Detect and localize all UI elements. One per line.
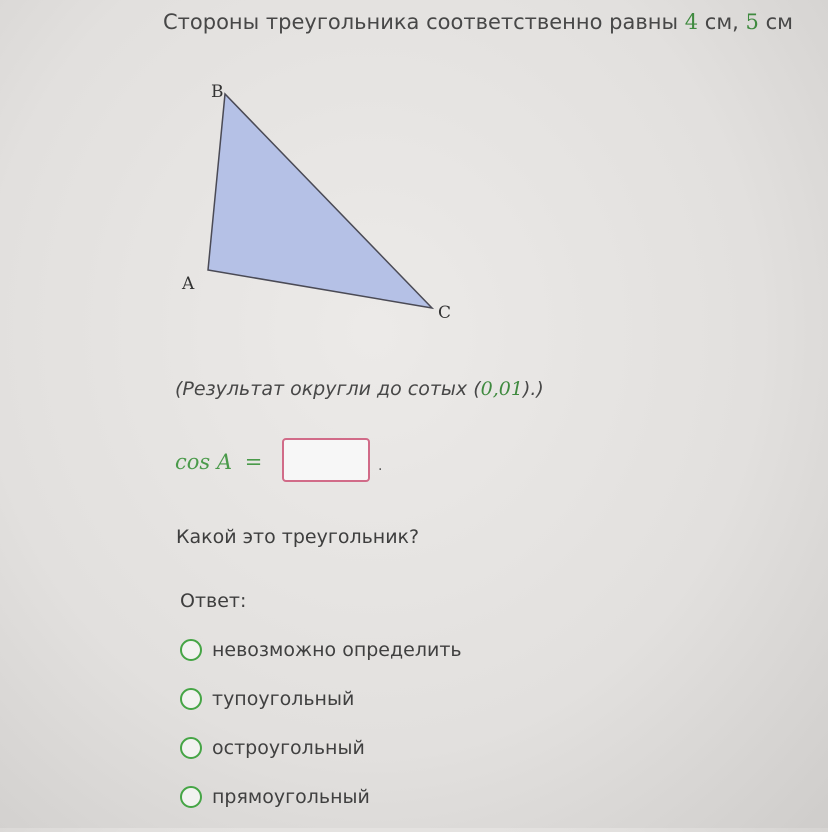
option-right[interactable]: [180, 783, 462, 810]
radio-acute[interactable]: [180, 737, 202, 759]
option-label: прямоугольный: [212, 785, 370, 808]
triangle-abc: [208, 94, 432, 308]
question-separator-1: см,: [698, 10, 746, 34]
rounding-note-prefix: (Результат округли до сотых (: [175, 378, 481, 400]
radio-indeterminate[interactable]: [180, 639, 202, 661]
triangle-figure: [170, 72, 470, 332]
option-obtuse[interactable]: [180, 685, 462, 712]
cos-a-text: cos A: [175, 450, 233, 474]
trailing-dot: .: [378, 458, 383, 474]
vertex-label-c: C: [438, 303, 452, 323]
cos-answer-input[interactable]: [282, 438, 370, 482]
radio-right[interactable]: [180, 786, 202, 808]
equals-sign: =: [244, 450, 263, 474]
rounding-precision: 0,01: [480, 378, 523, 400]
rounding-note: [175, 378, 544, 400]
radio-obtuse[interactable]: [180, 688, 202, 710]
question-text: [163, 10, 793, 34]
option-label: невозможно определить: [212, 638, 462, 661]
option-label: тупоугольный: [212, 687, 355, 710]
side-length-1: 4: [684, 10, 699, 34]
option-indeterminate[interactable]: [180, 636, 462, 663]
vertex-label-b: B: [211, 82, 224, 102]
vertex-label-a: A: [182, 274, 195, 294]
question-prefix: Стороны треугольника соответственно равны: [163, 10, 685, 34]
question-separator-2: см: [758, 10, 793, 34]
answer-options: [180, 636, 462, 832]
cos-label: [175, 450, 262, 474]
option-acute[interactable]: [180, 734, 462, 761]
triangle-svg: [170, 72, 470, 332]
answer-label: Ответ:: [180, 590, 247, 612]
triangle-type-question: Какой это треугольник?: [176, 526, 420, 548]
rounding-note-suffix: ).): [522, 378, 544, 400]
side-length-2: 5: [745, 10, 759, 34]
option-label: остроугольный: [212, 736, 365, 759]
